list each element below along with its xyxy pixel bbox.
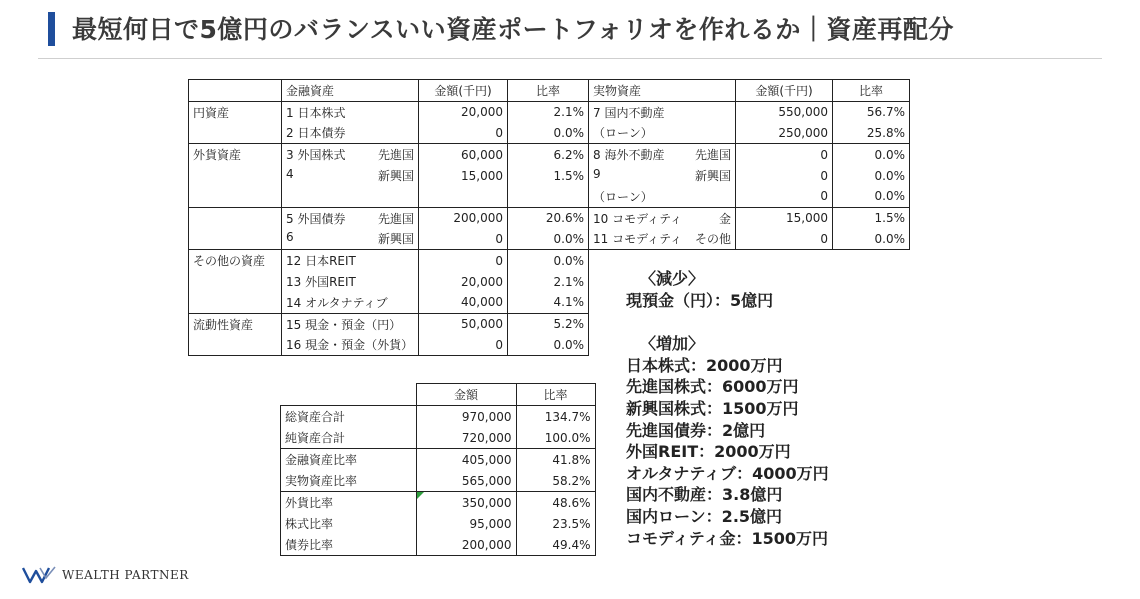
title-accent-bar: [48, 12, 55, 46]
amount-cell: 0: [419, 123, 508, 144]
label-cell: 実物資産比率: [281, 470, 417, 492]
asset-name: 2 日本債券: [286, 126, 346, 141]
category-cell: [189, 271, 282, 292]
real-name-cell: [589, 207, 736, 228]
decrease-item: 現預金（円）：5億円: [626, 290, 774, 310]
asset-name-cell: [282, 144, 419, 165]
title-divider: [38, 58, 1102, 59]
label-cell: 総資産合計: [281, 406, 417, 428]
real-sub: その他: [694, 232, 731, 247]
increase-item: 先進国債券：2億円: [626, 420, 766, 440]
increase-item: 国内不動産：3.8億円: [626, 485, 783, 505]
asset-sub: 先進国: [377, 148, 414, 163]
summary-ratio-table: [280, 383, 596, 556]
rate-cell: [508, 186, 589, 207]
amount-cell: 350,000: [416, 492, 516, 514]
asset-name-cell: [282, 101, 419, 122]
amount-cell: 200,000: [416, 534, 516, 556]
label-cell: 株式比率: [281, 513, 417, 534]
category-cell: [189, 123, 282, 144]
asset-name-cell: [282, 186, 419, 207]
real-rate-cell: 0.0%: [833, 165, 910, 186]
real-name-cell: [589, 144, 736, 165]
increase-item: 日本株式：2000万円: [626, 355, 783, 375]
table-row: [189, 229, 910, 250]
rate-cell: 100.0%: [516, 427, 595, 449]
real-rate-cell: 56.7%: [833, 101, 910, 122]
reallocation-notes: [626, 268, 829, 549]
real-name: 10 コモディティ: [593, 211, 683, 226]
real-rate-cell: 0.0%: [833, 229, 910, 250]
increase-heading: 〈増加〉: [640, 334, 705, 354]
amount-cell: 0: [419, 335, 508, 356]
rate-cell: 2.1%: [508, 101, 589, 122]
table-row: [189, 101, 910, 122]
increase-item: コモディティ金：1500万円: [626, 528, 828, 548]
table-row: [281, 492, 596, 514]
label-cell: 外貨比率: [281, 492, 417, 514]
increase-item: 先進国株式：6000万円: [626, 377, 799, 397]
rate-cell: 5.2%: [508, 313, 589, 334]
amount-cell: 15,000: [419, 165, 508, 186]
asset-name-cell: [282, 165, 419, 186]
rate-cell: 0.0%: [508, 123, 589, 144]
category-cell: その他の資産: [189, 250, 282, 271]
notes-spacer: [626, 311, 829, 333]
real-amount-cell: 0: [736, 144, 833, 165]
table-row: [189, 165, 910, 186]
header-real-rate: 比率: [833, 80, 910, 102]
table-row: [189, 123, 910, 144]
real-amount-cell: 550,000: [736, 101, 833, 122]
rate-cell: 0.0%: [508, 250, 589, 271]
real-name: 7 国内不動産: [593, 105, 665, 120]
rate-cell: 23.5%: [516, 513, 595, 534]
asset-name: 4: [286, 167, 294, 182]
rate-cell: 41.8%: [516, 449, 595, 471]
asset-name-cell: 13 外国REIT: [282, 271, 419, 292]
amount-cell: 200,000: [419, 207, 508, 228]
rate-cell: 6.2%: [508, 144, 589, 165]
real-name: 8 海外不動産: [593, 148, 665, 163]
asset-name-cell: 15 現金・預金（円）: [282, 313, 419, 334]
asset-sub: 先進国: [377, 211, 414, 226]
real-amount-cell: 15,000: [736, 207, 833, 228]
rate-cell: 2.1%: [508, 271, 589, 292]
amount-cell: 565,000: [416, 470, 516, 492]
amount-cell: 970,000: [416, 406, 516, 428]
real-name-cell: [589, 186, 736, 207]
real-rate-cell: 0.0%: [833, 144, 910, 165]
real-amount-cell: 0: [736, 229, 833, 250]
amount-cell: 0: [419, 229, 508, 250]
rate-cell: 134.7%: [516, 406, 595, 428]
real-amount-cell: 0: [736, 165, 833, 186]
asset-sub: 新興国: [377, 169, 414, 184]
page-title: 最短何日で5億円のバランスいい資産ポートフォリオを作れるか｜資産再配分: [72, 15, 954, 44]
increase-item: 外国REIT：2000万円: [626, 442, 791, 462]
table-row: [189, 207, 910, 228]
asset-name: 1 日本株式: [286, 105, 346, 120]
amount-cell: [419, 186, 508, 207]
asset-name-cell: 16 現金・預金（外貨）: [282, 335, 419, 356]
amount-cell: 720,000: [416, 427, 516, 449]
real-amount-cell: 250,000: [736, 123, 833, 144]
category-cell: [189, 207, 282, 228]
category-cell: [189, 165, 282, 186]
asset-name-cell: [282, 123, 419, 144]
logo-text: WEALTH PARTNER: [62, 568, 189, 582]
amount-cell: 40,000: [419, 292, 508, 313]
real-rate-cell: 1.5%: [833, 207, 910, 228]
amount-cell: 50,000: [419, 313, 508, 334]
header-real: 実物資産: [589, 80, 736, 102]
header-real-amount: 金額(千円): [736, 80, 833, 102]
header-amount: 金額: [416, 384, 516, 406]
asset-sub: 新興国: [377, 232, 414, 247]
real-sub: 先進国: [694, 148, 731, 163]
label-cell: 金融資産比率: [281, 449, 417, 471]
real-name: （ローン）: [593, 126, 653, 141]
decrease-heading: 〈減少〉: [640, 269, 705, 288]
asset-name: 3 外国株式: [286, 148, 346, 163]
asset-name: 5 外国債券: [286, 211, 346, 226]
asset-name: 6: [286, 230, 294, 245]
rate-cell: 49.4%: [516, 534, 595, 556]
real-name-cell: [589, 165, 736, 186]
real-rate-cell: 0.0%: [833, 186, 910, 207]
company-logo: [22, 566, 189, 584]
table-row: [281, 449, 596, 471]
header-empty-cell: [189, 80, 282, 102]
amount-cell: 20,000: [419, 101, 508, 122]
rate-cell: 4.1%: [508, 292, 589, 313]
table-row: [281, 470, 596, 492]
table-row: [189, 186, 910, 207]
increase-item: 国内ローン：2.5億円: [626, 506, 783, 526]
w-logo-icon: [22, 566, 56, 584]
table-row: [189, 144, 910, 165]
asset-name-cell: 12 日本REIT: [282, 250, 419, 271]
real-name-cell: [589, 123, 736, 144]
table-row: [281, 534, 596, 556]
rate-cell: 1.5%: [508, 165, 589, 186]
real-name: （ローン）: [593, 189, 653, 204]
real-name-cell: [589, 229, 736, 250]
real-name: 9: [593, 167, 601, 182]
category-cell: 流動性資産: [189, 313, 282, 334]
label-cell: 債券比率: [281, 534, 417, 556]
real-sub: 新興国: [694, 169, 731, 184]
real-rate-cell: 25.8%: [833, 123, 910, 144]
amount-cell: 95,000: [416, 513, 516, 534]
asset-name-cell: [282, 207, 419, 228]
table-header-row: [189, 80, 910, 102]
rate-cell: 20.6%: [508, 207, 589, 228]
real-name-cell: [589, 101, 736, 122]
table-row: [281, 406, 596, 428]
header-empty-cell: [281, 384, 417, 406]
amount-cell: 20,000: [419, 271, 508, 292]
asset-name-cell: 14 オルタナティブ: [282, 292, 419, 313]
category-cell: 外貨資産: [189, 144, 282, 165]
increase-item: 新興国株式：1500万円: [626, 398, 799, 418]
real-amount-cell: 0: [736, 186, 833, 207]
real-name: 11 コモディティ: [593, 232, 683, 247]
header-rate: 比率: [516, 384, 595, 406]
category-cell: [189, 229, 282, 250]
rate-cell: 0.0%: [508, 335, 589, 356]
amount-cell: 60,000: [419, 144, 508, 165]
header-rate: 比率: [508, 80, 589, 102]
rate-cell: 58.2%: [516, 470, 595, 492]
category-cell: [189, 186, 282, 207]
table-row: [281, 513, 596, 534]
category-cell: [189, 292, 282, 313]
table-header-row: [281, 384, 596, 406]
asset-name-cell: [282, 229, 419, 250]
amount-cell: 405,000: [416, 449, 516, 471]
category-cell: [189, 335, 282, 356]
category-cell: 円資産: [189, 101, 282, 122]
real-sub: 金: [718, 211, 731, 226]
label-cell: 純資産合計: [281, 427, 417, 449]
rate-cell: 48.6%: [516, 492, 595, 514]
increase-item: オルタナティブ：4000万円: [626, 463, 829, 483]
header-financial: 金融資産: [282, 80, 419, 102]
header-amount: 金額(千円): [419, 80, 508, 102]
table-row: [281, 427, 596, 449]
amount-cell: 0: [419, 250, 508, 271]
rate-cell: 0.0%: [508, 229, 589, 250]
